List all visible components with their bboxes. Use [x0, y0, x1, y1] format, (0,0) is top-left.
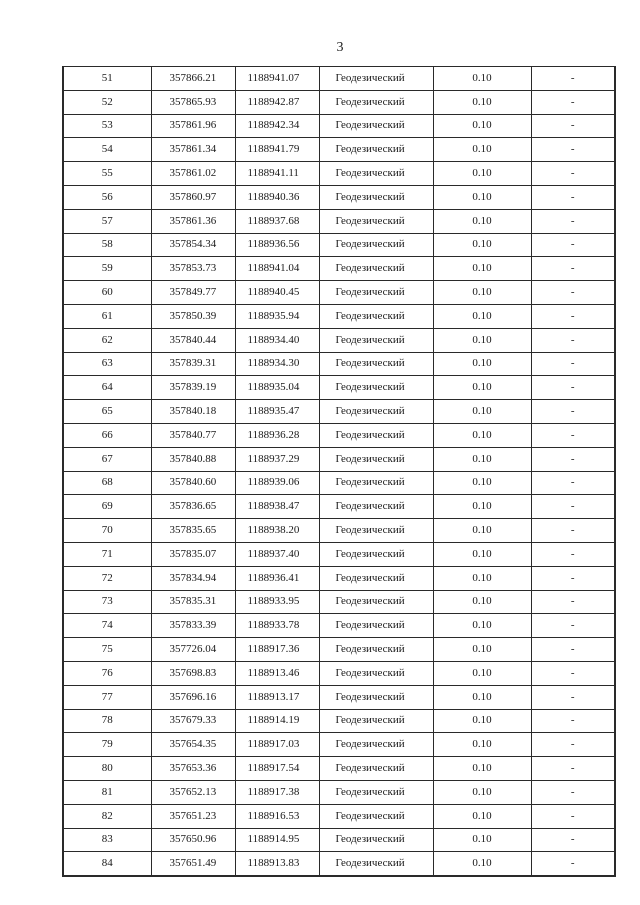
description-cell: -	[531, 114, 615, 138]
accuracy-cell: 0.10	[433, 304, 531, 328]
y-coordinate-cell: 1188937.40	[235, 542, 319, 566]
accuracy-cell: 0.10	[433, 804, 531, 828]
accuracy-cell: 0.10	[433, 138, 531, 162]
point-number-cell: 78	[63, 709, 151, 733]
accuracy-cell: 0.10	[433, 257, 531, 281]
table-row	[63, 423, 615, 447]
y-coordinate-cell: 1188941.79	[235, 138, 319, 162]
description-cell: -	[531, 90, 615, 114]
x-coordinate-cell: 357653.36	[151, 757, 235, 781]
accuracy-cell: 0.10	[433, 400, 531, 424]
x-coordinate-cell: 357679.33	[151, 709, 235, 733]
table-row	[63, 138, 615, 162]
description-cell: -	[531, 661, 615, 685]
x-coordinate-cell: 357865.93	[151, 90, 235, 114]
method-cell: Геодезический	[319, 304, 433, 328]
point-number-cell: 52	[63, 90, 151, 114]
table-row	[63, 757, 615, 781]
accuracy-cell: 0.10	[433, 614, 531, 638]
point-number-cell: 69	[63, 495, 151, 519]
table-row	[63, 685, 615, 709]
y-coordinate-cell: 1188917.36	[235, 638, 319, 662]
y-coordinate-cell: 1188934.30	[235, 352, 319, 376]
y-coordinate-cell: 1188936.41	[235, 566, 319, 590]
point-number-cell: 59	[63, 257, 151, 281]
method-cell: Геодезический	[319, 447, 433, 471]
y-coordinate-cell: 1188942.34	[235, 114, 319, 138]
y-coordinate-cell: 1188917.03	[235, 733, 319, 757]
accuracy-cell: 0.10	[433, 423, 531, 447]
y-coordinate-cell: 1188937.29	[235, 447, 319, 471]
table-row	[63, 804, 615, 828]
table-row	[63, 185, 615, 209]
accuracy-cell: 0.10	[433, 281, 531, 305]
y-coordinate-cell: 1188933.78	[235, 614, 319, 638]
description-cell: -	[531, 542, 615, 566]
point-number-cell: 79	[63, 733, 151, 757]
point-number-cell: 54	[63, 138, 151, 162]
method-cell: Геодезический	[319, 804, 433, 828]
table-row	[63, 661, 615, 685]
table-row	[63, 281, 615, 305]
table-row	[63, 519, 615, 543]
point-number-cell: 53	[63, 114, 151, 138]
table-row	[63, 733, 615, 757]
point-number-cell: 81	[63, 780, 151, 804]
method-cell: Геодезический	[319, 67, 433, 91]
x-coordinate-cell: 357840.18	[151, 400, 235, 424]
method-cell: Геодезический	[319, 471, 433, 495]
accuracy-cell: 0.10	[433, 542, 531, 566]
accuracy-cell: 0.10	[433, 519, 531, 543]
point-number-cell: 62	[63, 328, 151, 352]
x-coordinate-cell: 357866.21	[151, 67, 235, 91]
accuracy-cell: 0.10	[433, 447, 531, 471]
description-cell: -	[531, 638, 615, 662]
description-cell: -	[531, 614, 615, 638]
table-row	[63, 352, 615, 376]
y-coordinate-cell: 1188917.54	[235, 757, 319, 781]
method-cell: Геодезический	[319, 400, 433, 424]
method-cell: Геодезический	[319, 685, 433, 709]
accuracy-cell: 0.10	[433, 471, 531, 495]
accuracy-cell: 0.10	[433, 638, 531, 662]
description-cell: -	[531, 257, 615, 281]
y-coordinate-cell: 1188942.87	[235, 90, 319, 114]
accuracy-cell: 0.10	[433, 757, 531, 781]
description-cell: -	[531, 566, 615, 590]
x-coordinate-cell: 357840.44	[151, 328, 235, 352]
table-row	[63, 828, 615, 852]
x-coordinate-cell: 357654.35	[151, 733, 235, 757]
y-coordinate-cell: 1188913.83	[235, 852, 319, 876]
method-cell: Геодезический	[319, 328, 433, 352]
point-number-cell: 74	[63, 614, 151, 638]
point-number-cell: 65	[63, 400, 151, 424]
table-row	[63, 114, 615, 138]
table-row	[63, 400, 615, 424]
accuracy-cell: 0.10	[433, 233, 531, 257]
x-coordinate-cell: 357836.65	[151, 495, 235, 519]
y-coordinate-cell: 1188934.40	[235, 328, 319, 352]
x-coordinate-cell: 357834.94	[151, 566, 235, 590]
method-cell: Геодезический	[319, 233, 433, 257]
x-coordinate-cell: 357698.83	[151, 661, 235, 685]
table-row	[63, 304, 615, 328]
x-coordinate-cell: 357833.39	[151, 614, 235, 638]
accuracy-cell: 0.10	[433, 162, 531, 186]
accuracy-cell: 0.10	[433, 780, 531, 804]
method-cell: Геодезический	[319, 423, 433, 447]
description-cell: -	[531, 376, 615, 400]
y-coordinate-cell: 1188941.11	[235, 162, 319, 186]
table-row	[63, 852, 615, 876]
method-cell: Геодезический	[319, 638, 433, 662]
table-row	[63, 495, 615, 519]
x-coordinate-cell: 357853.73	[151, 257, 235, 281]
description-cell: -	[531, 185, 615, 209]
x-coordinate-cell: 357861.34	[151, 138, 235, 162]
accuracy-cell: 0.10	[433, 114, 531, 138]
point-number-cell: 56	[63, 185, 151, 209]
table-row	[63, 257, 615, 281]
point-number-cell: 51	[63, 67, 151, 91]
accuracy-cell: 0.10	[433, 566, 531, 590]
method-cell: Геодезический	[319, 757, 433, 781]
description-cell: -	[531, 304, 615, 328]
method-cell: Геодезический	[319, 90, 433, 114]
point-number-cell: 66	[63, 423, 151, 447]
y-coordinate-cell: 1188938.47	[235, 495, 319, 519]
x-coordinate-cell: 357849.77	[151, 281, 235, 305]
y-coordinate-cell: 1188935.94	[235, 304, 319, 328]
x-coordinate-cell: 357835.31	[151, 590, 235, 614]
x-coordinate-cell: 357651.49	[151, 852, 235, 876]
description-cell: -	[531, 590, 615, 614]
method-cell: Геодезический	[319, 495, 433, 519]
point-number-cell: 68	[63, 471, 151, 495]
table-row	[63, 780, 615, 804]
accuracy-cell: 0.10	[433, 828, 531, 852]
method-cell: Геодезический	[319, 162, 433, 186]
method-cell: Геодезический	[319, 352, 433, 376]
point-number-cell: 82	[63, 804, 151, 828]
y-coordinate-cell: 1188916.53	[235, 804, 319, 828]
description-cell: -	[531, 519, 615, 543]
y-coordinate-cell: 1188937.68	[235, 209, 319, 233]
accuracy-cell: 0.10	[433, 733, 531, 757]
method-cell: Геодезический	[319, 661, 433, 685]
table-row	[63, 447, 615, 471]
accuracy-cell: 0.10	[433, 495, 531, 519]
table-row	[63, 162, 615, 186]
y-coordinate-cell: 1188940.45	[235, 281, 319, 305]
table-row	[63, 67, 615, 91]
y-coordinate-cell: 1188939.06	[235, 471, 319, 495]
x-coordinate-cell: 357840.88	[151, 447, 235, 471]
method-cell: Геодезический	[319, 590, 433, 614]
point-number-cell: 75	[63, 638, 151, 662]
method-cell: Геодезический	[319, 852, 433, 876]
description-cell: -	[531, 423, 615, 447]
y-coordinate-cell: 1188941.07	[235, 67, 319, 91]
method-cell: Геодезический	[319, 614, 433, 638]
method-cell: Геодезический	[319, 114, 433, 138]
table-row	[63, 209, 615, 233]
y-coordinate-cell: 1188933.95	[235, 590, 319, 614]
method-cell: Геодезический	[319, 281, 433, 305]
description-cell: -	[531, 733, 615, 757]
coordinates-table-body	[63, 67, 615, 877]
description-cell: -	[531, 233, 615, 257]
x-coordinate-cell: 357651.23	[151, 804, 235, 828]
x-coordinate-cell: 357652.13	[151, 780, 235, 804]
description-cell: -	[531, 328, 615, 352]
y-coordinate-cell: 1188913.17	[235, 685, 319, 709]
accuracy-cell: 0.10	[433, 661, 531, 685]
description-cell: -	[531, 780, 615, 804]
method-cell: Геодезический	[319, 566, 433, 590]
y-coordinate-cell: 1188935.04	[235, 376, 319, 400]
y-coordinate-cell: 1188936.56	[235, 233, 319, 257]
point-number-cell: 55	[63, 162, 151, 186]
table-row	[63, 471, 615, 495]
description-cell: -	[531, 685, 615, 709]
accuracy-cell: 0.10	[433, 852, 531, 876]
y-coordinate-cell: 1188917.38	[235, 780, 319, 804]
description-cell: -	[531, 471, 615, 495]
page-number: 3	[336, 40, 344, 55]
accuracy-cell: 0.10	[433, 328, 531, 352]
x-coordinate-cell: 357696.16	[151, 685, 235, 709]
description-cell: -	[531, 138, 615, 162]
method-cell: Геодезический	[319, 185, 433, 209]
accuracy-cell: 0.10	[433, 209, 531, 233]
method-cell: Геодезический	[319, 138, 433, 162]
x-coordinate-cell: 357854.34	[151, 233, 235, 257]
y-coordinate-cell: 1188913.46	[235, 661, 319, 685]
description-cell: -	[531, 209, 615, 233]
accuracy-cell: 0.10	[433, 590, 531, 614]
description-cell: -	[531, 352, 615, 376]
method-cell: Геодезический	[319, 542, 433, 566]
accuracy-cell: 0.10	[433, 185, 531, 209]
description-cell: -	[531, 67, 615, 91]
y-coordinate-cell: 1188941.04	[235, 257, 319, 281]
description-cell: -	[531, 852, 615, 876]
x-coordinate-cell: 357839.31	[151, 352, 235, 376]
point-number-cell: 60	[63, 281, 151, 305]
method-cell: Геодезический	[319, 376, 433, 400]
x-coordinate-cell: 357835.07	[151, 542, 235, 566]
method-cell: Геодезический	[319, 828, 433, 852]
table-row	[63, 233, 615, 257]
x-coordinate-cell: 357840.77	[151, 423, 235, 447]
table-row	[63, 614, 615, 638]
y-coordinate-cell: 1188940.36	[235, 185, 319, 209]
y-coordinate-cell: 1188938.20	[235, 519, 319, 543]
point-number-cell: 84	[63, 852, 151, 876]
point-number-cell: 57	[63, 209, 151, 233]
accuracy-cell: 0.10	[433, 352, 531, 376]
y-coordinate-cell: 1188914.95	[235, 828, 319, 852]
method-cell: Геодезический	[319, 709, 433, 733]
y-coordinate-cell: 1188914.19	[235, 709, 319, 733]
accuracy-cell: 0.10	[433, 376, 531, 400]
description-cell: -	[531, 162, 615, 186]
method-cell: Геодезический	[319, 780, 433, 804]
point-number-cell: 67	[63, 447, 151, 471]
description-cell: -	[531, 400, 615, 424]
description-cell: -	[531, 447, 615, 471]
point-number-cell: 72	[63, 566, 151, 590]
point-number-cell: 71	[63, 542, 151, 566]
x-coordinate-cell: 357860.97	[151, 185, 235, 209]
x-coordinate-cell: 357850.39	[151, 304, 235, 328]
table-row	[63, 566, 615, 590]
description-cell: -	[531, 495, 615, 519]
x-coordinate-cell: 357840.60	[151, 471, 235, 495]
description-cell: -	[531, 281, 615, 305]
accuracy-cell: 0.10	[433, 90, 531, 114]
accuracy-cell: 0.10	[433, 685, 531, 709]
method-cell: Геодезический	[319, 209, 433, 233]
table-row	[63, 542, 615, 566]
point-number-cell: 70	[63, 519, 151, 543]
x-coordinate-cell: 357861.96	[151, 114, 235, 138]
x-coordinate-cell: 357839.19	[151, 376, 235, 400]
coordinates-table	[62, 66, 616, 877]
table-row	[63, 590, 615, 614]
description-cell: -	[531, 757, 615, 781]
table-row	[63, 328, 615, 352]
method-cell: Геодезический	[319, 519, 433, 543]
accuracy-cell: 0.10	[433, 67, 531, 91]
accuracy-cell: 0.10	[433, 709, 531, 733]
x-coordinate-cell: 357835.65	[151, 519, 235, 543]
point-number-cell: 80	[63, 757, 151, 781]
method-cell: Геодезический	[319, 733, 433, 757]
x-coordinate-cell: 357650.96	[151, 828, 235, 852]
y-coordinate-cell: 1188935.47	[235, 400, 319, 424]
x-coordinate-cell: 357861.02	[151, 162, 235, 186]
point-number-cell: 64	[63, 376, 151, 400]
point-number-cell: 76	[63, 661, 151, 685]
point-number-cell: 58	[63, 233, 151, 257]
point-number-cell: 73	[63, 590, 151, 614]
point-number-cell: 61	[63, 304, 151, 328]
table-row	[63, 376, 615, 400]
point-number-cell: 83	[63, 828, 151, 852]
table-row	[63, 709, 615, 733]
point-number-cell: 77	[63, 685, 151, 709]
point-number-cell: 63	[63, 352, 151, 376]
description-cell: -	[531, 804, 615, 828]
description-cell: -	[531, 828, 615, 852]
table-row	[63, 90, 615, 114]
y-coordinate-cell: 1188936.28	[235, 423, 319, 447]
x-coordinate-cell: 357726.04	[151, 638, 235, 662]
table-row	[63, 638, 615, 662]
x-coordinate-cell: 357861.36	[151, 209, 235, 233]
method-cell: Геодезический	[319, 257, 433, 281]
description-cell: -	[531, 709, 615, 733]
